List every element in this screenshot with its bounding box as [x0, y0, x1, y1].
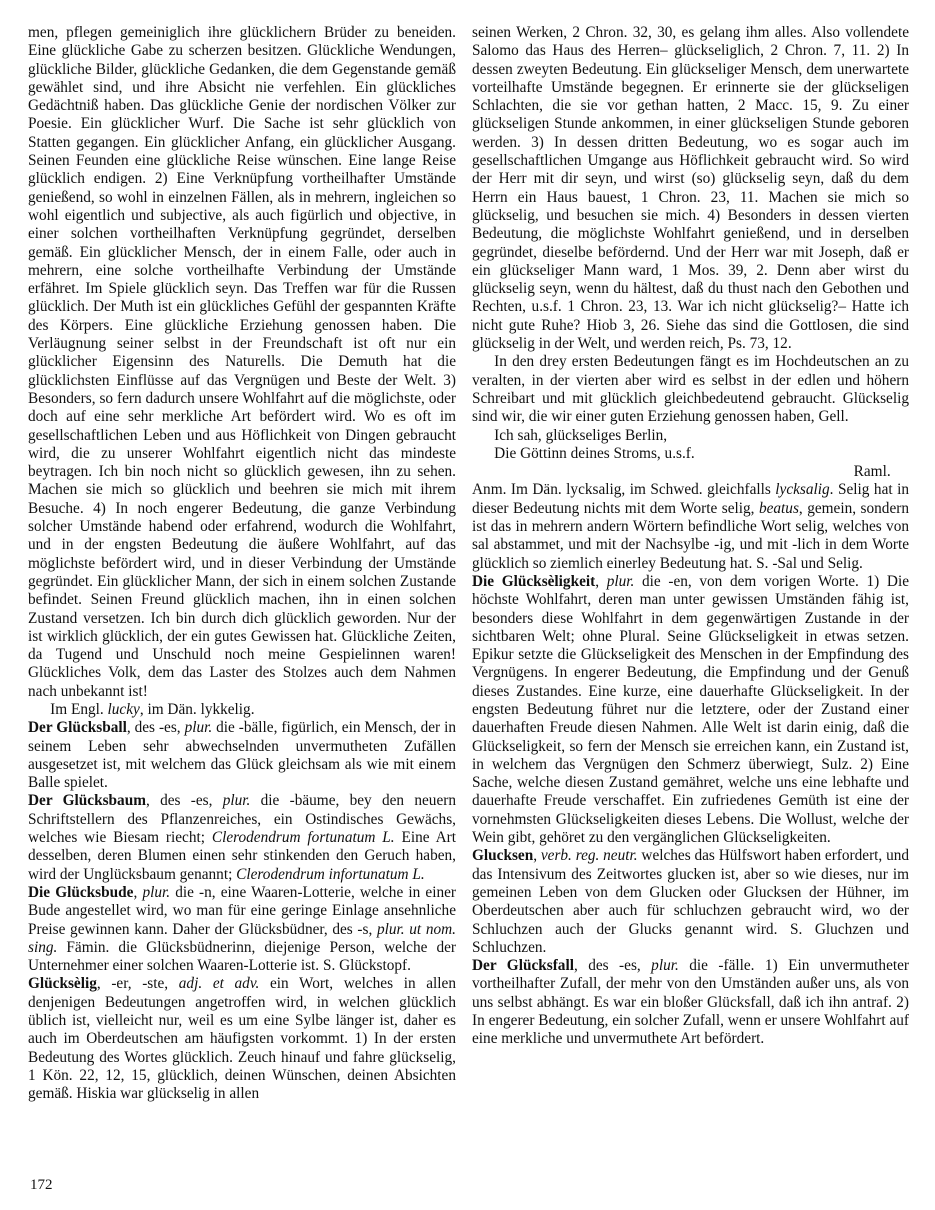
text-segment: , -er, -ste, [96, 975, 179, 993]
italic-text-segment: Clerodendrum infortunatum L. [236, 865, 425, 883]
italic-text-segment: Clerodendrum fortunatum L. [211, 829, 395, 847]
paragraph-bedeutungen-veralten [472, 353, 909, 426]
text-segment: . Selig hat in dieser Bedeutung nichts mit dem Worte selig, [472, 481, 909, 517]
headword: Die Glücksèligkeit [472, 572, 596, 590]
text-segment: men, pflegen gemeiniglich ihre glücklichern Brüder zu beneiden. Eine glückliche Gabe zu scherzen besitzen. Glückliche Wendungen, glückliche Bilder, glückliche Gedanken, die dem Gegenstande gemäß gewählet sind, und ihre Absicht nie verfehlen. Ein glückliches Gedächtniß haben. Das glückliche Genie der nordischen Völker zur Poesie. Ein glücklicher Wurf. Die Sache ist sehr glücklich von Statten gegangen. Ein glücklicher Anfang, ein glücklicher Ausgang. Seinen Feunden eine glückliche Reise wünschen. Eine lange Reise glücklich endigen. 2) Eine Verknüpfung vortheilhafter Umstände genießend, so wohl in einzelnen Fällen, als in mehrern, ingleichen so wohl eigentlich und subjective, als auch figürlich und objective, in einer solchen vortheilhaften Verknüpfung gegründet, derselben gemäß. Ein glücklicher Mensch, der in einem Falle, oder auch in mehrern, eine solche vortheilhafte Verbindung der Umstände erfähret. Im Spiele glücklich seyn. Das Treffen war für die Russen glücklich. Der Muth ist ein glückliches Gefühl der gespannten Kräfte des Körpers. Eine glückliche Erziehung genossen haben. Die Verläugnung seiner selbst in der Freundschaft ist oft nur ein glücklicher Eigensinn des Naturells. Die Demuth hat die glücklichsten Einflüsse auf das Vergnügen und Beste der Welt. 3) Besonders, so fern dadurch unsere Wohlfahrt auf die möglichste, oder doch auf eine sehr merkliche Art befördert wird. Wo es oft im gesellschaftlichen Leben und aus Höflichkeit von Dingen gebraucht wird, die zu unserer Wohlfahrt eigentlich nicht das mindeste beytragen. Ich bin noch nicht so glücklich gewesen, ihn zu sehen. Machen sie mich so glücklich und beehren sie mich mit ihrem Besuche. 4) In noch engerer Bedeutung, die ganze Verbindung solcher Umstände habend oder erfahrend, wodurch die Wohlfahrt, und in der engsten Bedeutung die äußere Wohlfahrt, auf das möglichste befördert wird, und in dieser Verbindung der Umstände gegründet. Ein glücklicher Mann, der sich in einem solchen Zustande befindet. Seinen Freund glücklich machen, ihn in einen solchen Zustand versetzen. Ich bin durch dich glücklich geworden. Nur der ist wirklich glücklich, der ein gutes Gewissen hat. Glückliche Zeiten, da Tugend und Unschuld noch meine Gespielinnen waren! Glückliches Volk, dem das Laster des Stolzes auch dem Nahmen nach unbekannt ist! [28, 24, 456, 700]
text-segment: Fämin. die Glücksbüdnerinn, diejenige Person, welche der Unternehmer einer solchen Waaren-Lotterie ist. S. Glückstopf. [28, 938, 456, 975]
text-segment: , des -es, [145, 792, 223, 810]
verse-line-2 [472, 445, 909, 463]
headword: Die Glücksbude [28, 883, 134, 901]
headword: Glucksen [472, 847, 534, 865]
entry-glucksen [472, 847, 909, 957]
headword: Glücksèlig [28, 975, 97, 993]
headword: Der Glücksfall [472, 957, 574, 975]
two-column-text-area [28, 24, 909, 1104]
italic-text-segment: adj. et adv. [178, 975, 260, 993]
text-segment: ein Wort, welches in allen denjenigen Bedeutungen angetroffen wird, in welchen glücklich üblich ist, vielleicht nur, weil es um eine Sylbe länger ist, daher es auch im Oberdeutschen am häufigsten vorkommt. 1) In der ersten Bedeutung des Wortes glücklich. Zeuch hinauf und fahre glückselig, 1 Kön. 22, 12, 15, glücklich, deinen Wünschen, deinen Absichten gemäß. Hiskia war glückselig in allen [28, 975, 456, 1103]
italic-text-segment: plur. [184, 719, 213, 737]
text-segment: die -en, von dem vorigen Worte. 1) Die höchste Wohlfahrt, deren man unter gewissen Umständen fähig ist, besonders diese Wohlfahrt in dem gegenwärtigen Zustande in der sichtbaren Welt; ohne Plural. Seine Glückseligkeit in etwas setzen. Epikur setzte die Glückseligkeit des Menschen in der Empfindung des Vergnügens. In engerer Bedeutung, die Empfindung und der Genuß dieses Zustandes. Eine kurze, eine dauerhafte Glückseligkeit. In der engsten Bedeutung führet nur die letztere, oder der Zustand einer dauerhaften Freude diesen Nahmen. Alle Welt ist darin einig, daß die Glückseligkeit, so fern der Mensch sie erreichen kann, ein Zustand ist, in welchem das Vergnügen den Schmerz überwiegt, Sulz. 2) Eine Sache, welche diesen Zustand gemähret, welche uns eine lebhafte und dauerhafte Freude verschaffet. Ein zufriedenes Gemüth ist eine der vornehmsten Glückseligkeiten dieses Lebens. Die Wollust, welche der Wein gibt, gehöret zu den vergänglichen Glückseligkeiten. [472, 572, 909, 847]
verse-attribution [472, 463, 909, 481]
headword: Der Glücksbaum [28, 792, 146, 810]
italic-text-segment: plur. ut nom. sing. [28, 920, 457, 956]
text-segment: Eine Art desselben, deren Blumen einen sehr stinkenden den Geruch haben, wird der Unglücksbaum genannt; [28, 829, 456, 883]
text-segment: , des -es, [126, 719, 185, 737]
italic-text-segment: plur. [651, 957, 679, 975]
italic-text-segment: verb. reg. neutr. [540, 847, 638, 865]
headword: Der Glücksball [28, 719, 127, 737]
text-segment: die -fälle. 1) Ein unvermutheter vortheilhafter Zufall, der mehr von den Umständen außer uns, als von uns selbst abhängt. Es war ein bloßer Glücksfall, daß ich ihn antraf. 2) In engerer Bedeutung, ein solcher Zufall, wenn er unsere Wohlfahrt auf eine merkliche und unvermuthete Art befördert. [472, 957, 909, 1048]
text-segment: die -bäume, bey den neuern Schriftstellern des Pflanzenreiches, ein Ostindisches Gewächs, welches wie Biesam riecht; [28, 792, 456, 847]
text-segment: die -n, eine Waaren-Lotterie, welche in einer Bude angestellet wird, wo man für eine geringe Einlage ansehnliche Preise gewinnen kann. Daher der Glücksbüdner, des -s, [28, 883, 456, 938]
text-segment: , [595, 572, 607, 590]
entry-gluecksbaum [28, 792, 456, 883]
entry-gluecksfall [472, 957, 909, 1048]
right-column [472, 24, 909, 1104]
italic-text-segment: plur. [222, 792, 251, 810]
entry-gluecksball [28, 719, 456, 792]
italic-text-segment: plur. [142, 883, 171, 901]
text-segment: Ich sah, glückseliges Berlin, [494, 426, 668, 444]
text-segment: die -bälle, figürlich, ein Mensch, der in seinem Leben sehr abwechselnden unvermutheten Zufällen ausgesetzet ist, mit welchem das Glück gleichsam als wie mit einem Balle spielet. [28, 719, 456, 792]
verse-line-1 [472, 427, 909, 445]
paragraph-etymology-gluecklich [28, 701, 456, 719]
entry-glueckseligkeit [472, 573, 909, 847]
italic-text-segment: lucky [107, 700, 140, 718]
text-segment: Raml. [853, 463, 891, 481]
text-segment: Anm. Im Dän. lycksalig, im Schwed. gleichfalls [472, 481, 776, 499]
paragraph-gluecklich-continuation [28, 24, 456, 701]
text-segment: Die Göttinn deines Stroms, u.s.f. [494, 444, 695, 462]
text-segment: , des -es, [573, 957, 652, 975]
paragraph-anmerkung [472, 481, 909, 572]
page-number: 172 [30, 1176, 53, 1193]
text-segment: , gemein, sondern ist das in mehrern andern Wörtern befindliche Wort selig, welches von sal abstammet, und mit der Nachsylbe -ig, und mit -lich in dem Worte glücklich so ziemlich einerley Bedeutung hat. S. -Sal und Selig. [472, 499, 909, 572]
text-segment: welches das Hülfswort haben erfordert, und das Intensivum des Zeitwortes glucken ist, aber so wie dieses, nur im gemeinen Leben von dem Glucken oder Glucksen der Hühner, im Oberdeutschen aber auch für schluchzen gebraucht wird, wo der Schluchzen auch der Glucks genannt wird. S. Gluchzen und Schluchzen. [472, 847, 910, 956]
paragraph-glueckselig-continuation [472, 24, 909, 353]
entry-gluecksbude [28, 884, 456, 975]
text-segment: , im Dän. lykkelig. [139, 700, 255, 718]
italic-text-segment: plur. [606, 572, 635, 590]
italic-text-segment: beatus [758, 499, 799, 517]
italic-text-segment: lycksalig [775, 481, 830, 499]
text-segment: In den drey ersten Bedeutungen fängt es im Hochdeutschen an zu veralten, in der vierten aber wird es selbst in der edlen und höhern Schreibart und mit glücklich gleichbedeutend gebraucht. Glückselig sind wir, die wir einer guten Erziehung genossen haben, Gell. [472, 353, 909, 426]
text-segment: , [533, 847, 541, 865]
text-segment: seinen Werken, 2 Chron. 32, 30, es gelang ihm alles. Also vollendete Salomo das Haus des Herren– glückseliglich, 2 Chron. 7, 11. 2) In dessen zweyten Bedeutung. Ein glückseliger Mensch, dem unerwartete vorteilhafte Umstände begegnen. Er erinnerte sie der glückseligen Schlachten, die sie vor gethan hatten, 2 Macc. 15, 9. Zu einer glückseligen Stunde ankommen, in einer glückseligen Stunde geboren werden. 3) In dessen dritten Bedeutung, wo es sogar auch im gesellschaftlichen Umgange aus Höflichkeit gebraucht wird. So wird der Herr mit dir seyn, und wirst (so) glückselig seyn, daß du dem Herrn ein Haus bauest, 1 Chron. 23, 11. Machen sie mich so glückselig, und besuchen sie mich. 4) Besonders in dessen vierten Bedeutung, die möglichste Wohlfahrt genießend, und in derselben gegründet, dieselbe befördernd. Und der Herr war mit Joseph, daß er ein glückseliger Mann ward, 1 Mos. 39, 2. Denn aber wirst du glückselig seyn, wenn du hältest, daß du thust nach den Gebothen und Rechten, u.s.f. 1 Chron. 23, 13. War ich nicht glückselig?– Hatte ich nicht gute Ruhe? Hiob 3, 26. Siehe das sind die Gottlosen, die sind glückselig in der Welt, und werden reich, Ps. 73, 12. [472, 24, 909, 353]
left-column [28, 24, 456, 1104]
text-segment: Im Engl. [50, 700, 108, 718]
entry-glueckselig [28, 975, 456, 1103]
text-segment: , [133, 883, 143, 901]
